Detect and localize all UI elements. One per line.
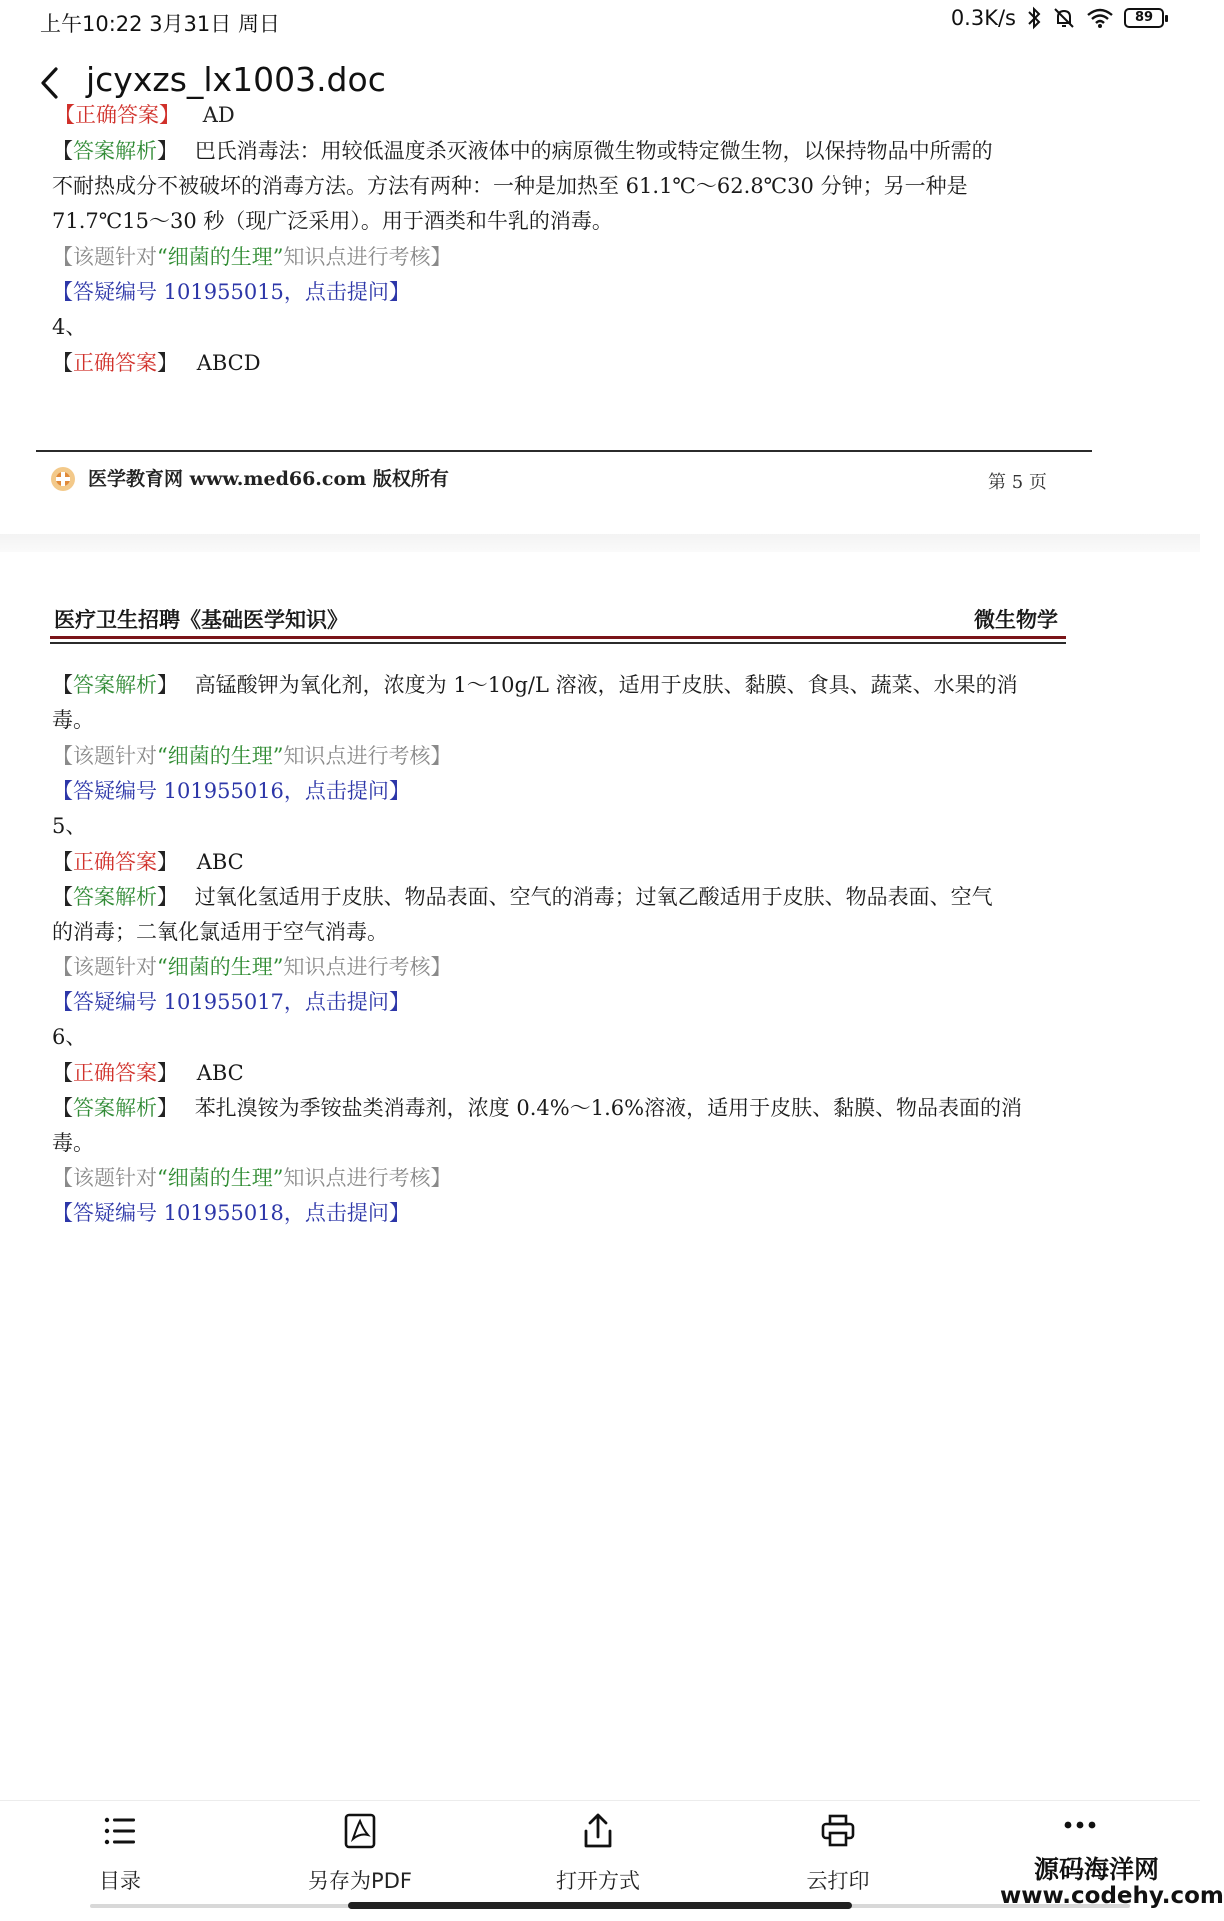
wifi-icon <box>1086 7 1114 29</box>
open-with-button[interactable] <box>508 1811 688 1901</box>
qa-link[interactable]: 【答疑编号 101955018，点击提问】 <box>52 1201 410 1225</box>
list-icon <box>100 1811 140 1851</box>
toolbar-label: 目录 <box>99 1869 141 1893</box>
cut-off-answer-line: 【正确答案】 AD <box>54 103 235 127</box>
document-viewport[interactable] <box>0 103 1200 1800</box>
analysis-line: 不耐热成分不被破坏的消毒方法。方法有两种：一种是加热至 61.1℃～62.8℃30 分钟；另一种是 <box>52 174 968 198</box>
watermark-url: www.codehy.com <box>1000 1883 1224 1909</box>
site-logo-icon <box>50 466 76 492</box>
correct-answer-line: 【正确答案】 ABC <box>52 850 244 874</box>
toc-button[interactable] <box>30 1811 210 1901</box>
analysis-line: 【答案解析】 过氧化氢适用于皮肤、物品表面、空气的消毒；过氧乙酸适用于皮肤、物品表面、空气 <box>52 885 993 909</box>
pdf-icon <box>340 1811 380 1851</box>
knowledge-point-line: 【该题针对“细菌的生理”知识点进行考核】 <box>52 955 452 979</box>
page-header <box>54 604 1066 638</box>
toolbar-label: 打开方式 <box>556 1869 640 1893</box>
page-footer <box>50 460 1050 500</box>
mute-bell-icon <box>1052 6 1076 30</box>
question-number: 6、 <box>52 1025 87 1049</box>
knowledge-point-line: 【该题针对“细菌的生理”知识点进行考核】 <box>52 744 452 768</box>
knowledge-point-line: 【该题针对“细菌的生理”知识点进行考核】 <box>52 1166 452 1190</box>
watermark <box>1000 1850 1224 1918</box>
header-rule <box>50 636 1066 639</box>
header-rule <box>50 642 1066 644</box>
watermark-text: 源码海洋网 <box>1034 1855 1160 1884</box>
share-icon <box>578 1811 618 1851</box>
toolbar-label: 另存为PDF <box>308 1869 412 1893</box>
battery-icon: 89 <box>1124 8 1164 28</box>
page-footer-rule <box>36 450 1092 452</box>
qa-link[interactable]: 【答疑编号 101955016，点击提问】 <box>52 779 410 803</box>
analysis-line: 【答案解析】 高锰酸钾为氧化剂，浓度为 1～10g/L 溶液，适用于皮肤、黏膜、食具、蔬菜、水果的消 <box>52 673 1018 697</box>
home-indicator[interactable] <box>348 1902 852 1909</box>
question-number: 4、 <box>52 315 87 339</box>
correct-answer-line: 【正确答案】 ABCD <box>52 351 261 375</box>
page-header-title: 医疗卫生招聘《基础医学知识》 <box>54 607 348 632</box>
save-pdf-button[interactable] <box>270 1811 450 1901</box>
bluetooth-icon <box>1026 6 1042 30</box>
more-icon <box>1060 1811 1100 1851</box>
net-speed: 0.3K/s <box>950 6 1016 30</box>
correct-answer-line: 【正确答案】 ABC <box>52 1061 244 1085</box>
page-separator <box>0 534 1200 552</box>
document-title: jcyxzs_lx1003.doc <box>86 60 386 99</box>
page-number: 第 5 页 <box>988 472 1047 493</box>
question-number: 5、 <box>52 814 87 838</box>
analysis-line: 【答案解析】 巴氏消毒法：用较低温度杀灭液体中的病原微生物或特定微生物，以保持物品中所需的 <box>52 139 993 163</box>
analysis-line: 毒。 <box>52 1131 94 1155</box>
analysis-line: 【答案解析】 苯扎溴铵为季铵盐类消毒剂，浓度 0.4%～1.6%溶液，适用于皮肤、黏膜、物品表面的消 <box>52 1096 1023 1120</box>
qa-link[interactable]: 【答疑编号 101955017，点击提问】 <box>52 990 410 1014</box>
status-bar <box>0 0 1200 46</box>
analysis-line: 的消毒；二氧化氯适用于空气消毒。 <box>52 920 388 944</box>
analysis-line: 毒。 <box>52 708 94 732</box>
footer-site-text: 医学教育网 www.med66.com 版权所有 <box>88 468 449 490</box>
status-time-date: 上午10:22 3月31日 周日 <box>40 12 280 36</box>
analysis-line: 71.7℃15～30 秒（现广泛采用）。用于酒类和牛乳的消毒。 <box>52 209 613 233</box>
knowledge-point-line: 【该题针对“细菌的生理”知识点进行考核】 <box>52 245 452 269</box>
status-icons <box>951 6 1164 30</box>
cloud-print-button[interactable] <box>748 1811 928 1901</box>
qa-link[interactable]: 【答疑编号 101955015，点击提问】 <box>52 280 410 304</box>
toolbar-label: 云打印 <box>806 1869 870 1893</box>
page-header-subject: 微生物学 <box>974 607 1058 632</box>
printer-icon <box>818 1811 858 1851</box>
